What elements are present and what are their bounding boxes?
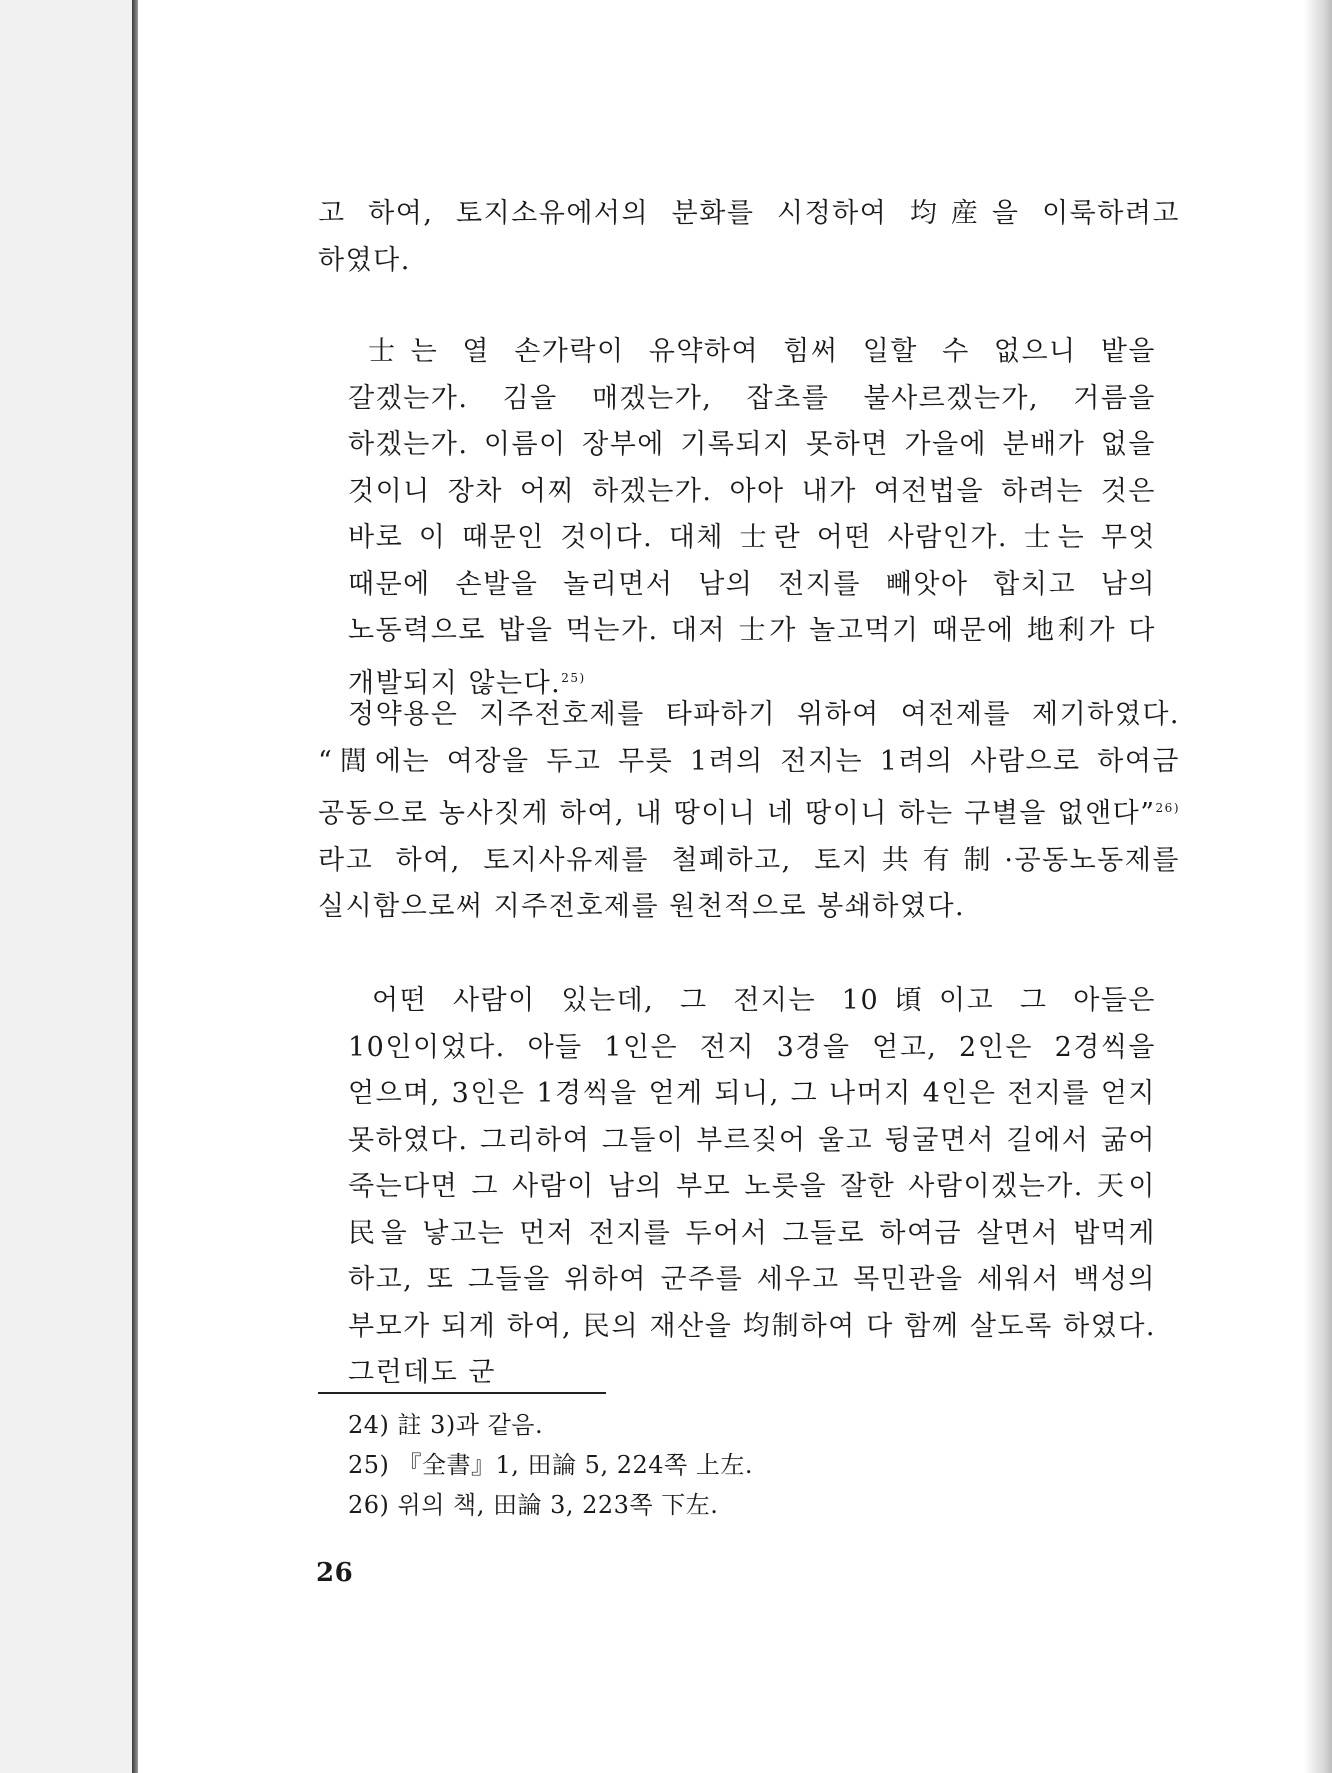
scan-left-margin — [0, 0, 132, 1773]
paragraph-yeojeonje-part-a: 정약용은 지주전호제를 타파하기 위하여 여전제를 제기하였다. “閭에는 여장을 두고 무릇 1려의 전지는 1려의 사람으로 하여금 공동으로 농사짓게 하여, 내 땅이니 네 땅이니 하는 구별을 없앤다” — [318, 699, 1180, 829]
footnote-ref-26: 26) — [1155, 801, 1180, 815]
footnote-26: 26) 위의 책, 田論 3, 223쪽 下左. — [348, 1491, 719, 1519]
footnote-ref-25: 25) — [561, 670, 586, 685]
page-edge-shadow — [1304, 0, 1332, 1773]
paragraph-yeojeonje-part-b: 라고 하여, 토지사유제를 철폐하고, 토지共有制·공동노동제를 실시함으로써 지주전호제를 원천적으로 봉쇄하였다. — [318, 844, 1180, 922]
page-number: 26 — [316, 1558, 354, 1588]
footnote-divider — [318, 1392, 606, 1394]
paragraph-yeojeonje — [318, 692, 1180, 931]
block-quote-1-text: 士는 열 손가락이 유약하여 힘써 일할 수 없으니 밭을 갈겠는가. 김을 매겠는가, 잡초를 불사르겠는가, 거름을 하겠는가. 이름이 장부에 기록되지 못하면 가을에 분배가 없을 것이니 장차 어찌 하겠는가. 아아 내가 여전법을 하려는 것은 바로 이 때문인 것이다. 대체 士란 어떤 사람인가. 士는 무엇 때문에 손발을 놀리면서 남의 전지를 빼앗아 합치고 남의 노동력으로 밥을 먹는가. 대저 士가 놀고먹기 때문에 地利가 다 개발되지 않는다. — [348, 336, 1156, 699]
block-quote-1 — [348, 329, 1156, 707]
book-page — [138, 0, 1304, 1773]
footnote-24: 24) 註 3)과 같음. — [348, 1411, 544, 1439]
paragraph-continuation: 고 하여, 토지소유에서의 분화를 시정하여 均産을 이룩하려고 하였다. — [318, 198, 1180, 276]
block-quote-2: 어떤 사람이 있는데, 그 전지는 10頃이고 그 아들은 10인이었다. 아들 1인은 전지 3경을 얻고, 2인은 2경씩을 얻으며, 3인은 1경씩을 얻게 되니, 그 나머지 4인은 전지를 얻지 못하였다. 그리하여 그들이 부르짖어 울고 뒹굴면서 길에서 굶어 죽는다면 그 사람이 남의 부모 노릇을 잘한 사람이겠는가. 天이 民을 낳고는 먼저 전지를 두어서 그들로 하여금 살면서 밥먹게 하고, 또 그들을 위하여 군주를 세우고 목민관을 세워서 백성의 부모가 되게 하여, 民의 재산을 均制하여 다 함께 살도록 하였다. 그런데도 군 — [348, 985, 1156, 1388]
footnote-25: 25) 『全書』1, 田論 5, 224쪽 上左. — [348, 1451, 753, 1479]
